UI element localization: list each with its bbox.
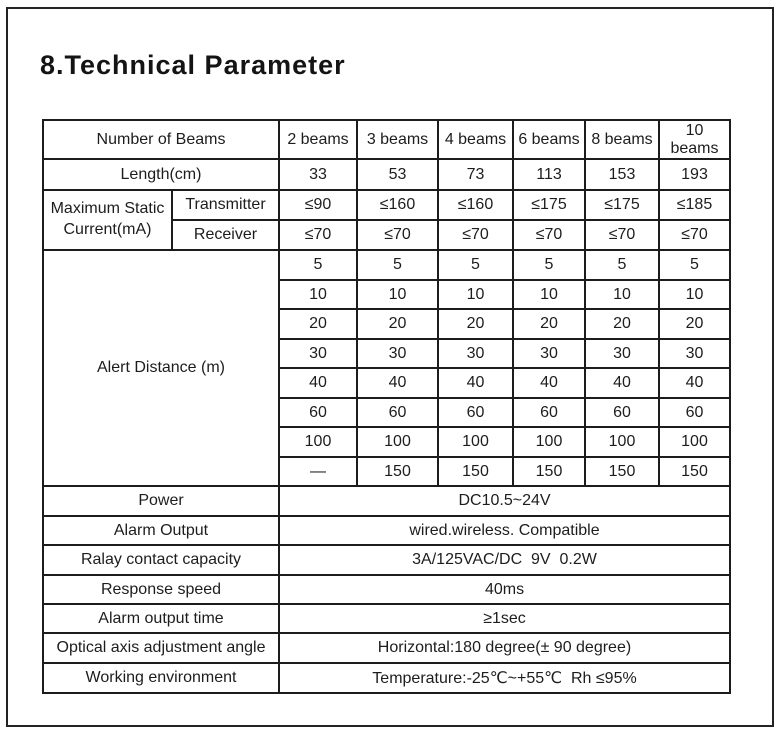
alert-distance-value: 10 [357, 280, 438, 309]
spec-value: Horizontal:180 degree(± 90 degree) [279, 633, 730, 663]
alert-distance-value: 30 [438, 339, 513, 368]
spec-value: wired.wireless. Compatible [279, 516, 730, 545]
alert-distance-value: 100 [279, 427, 357, 457]
spec-value: DC10.5~24V [279, 486, 730, 516]
beam-col-header: 4 beams [438, 120, 513, 159]
transmitter-value: ≤175 [585, 190, 659, 220]
receiver-label: Receiver [172, 220, 279, 250]
length-value: 113 [513, 159, 585, 190]
table-row [43, 159, 730, 190]
receiver-value: ≤70 [513, 220, 585, 250]
table-row [43, 120, 730, 159]
alert-distance-value: 60 [279, 398, 357, 427]
alert-distance-value: 20 [659, 309, 730, 339]
alert-distance-value: 60 [659, 398, 730, 427]
alert-distance-value: 5 [585, 250, 659, 280]
alert-distance-value: 150 [659, 457, 730, 486]
spec-label: Response speed [43, 575, 279, 604]
technical-parameters-table [42, 119, 731, 694]
transmitter-value: ≤90 [279, 190, 357, 220]
alert-distance-value: 40 [659, 368, 730, 398]
spec-value: 3A/125VAC/DC 9V 0.2W [279, 545, 730, 575]
alert-distance-value: 60 [585, 398, 659, 427]
alert-distance-value: 5 [438, 250, 513, 280]
length-label: Length(cm) [43, 159, 279, 190]
alert-distance-value: 20 [585, 309, 659, 339]
alert-distance-value: 60 [438, 398, 513, 427]
alert-distance-value: 5 [659, 250, 730, 280]
alert-distance-value: 10 [513, 280, 585, 309]
spec-label: Ralay contact capacity [43, 545, 279, 575]
table-row [43, 633, 730, 663]
length-value: 33 [279, 159, 357, 190]
spec-value: Temperature:-25℃~+55℃ Rh ≤95% [279, 663, 730, 693]
table-row [43, 190, 730, 220]
transmitter-value: ≤160 [438, 190, 513, 220]
alert-distance-value: 10 [585, 280, 659, 309]
beam-col-header: 6 beams [513, 120, 585, 159]
beam-col-header: 10 beams [659, 120, 730, 159]
spec-label: Power [43, 486, 279, 516]
alert-distance-value: 150 [438, 457, 513, 486]
alert-distance-value: 40 [585, 368, 659, 398]
alert-distance-value: 60 [513, 398, 585, 427]
alert-distance-value: 60 [357, 398, 438, 427]
length-value: 153 [585, 159, 659, 190]
alert-distance-value: 100 [659, 427, 730, 457]
receiver-value: ≤70 [357, 220, 438, 250]
table-row [43, 663, 730, 693]
length-value: 73 [438, 159, 513, 190]
alert-distance-value: 20 [279, 309, 357, 339]
alert-distance-value: — [279, 457, 357, 486]
table-row [43, 545, 730, 575]
alert-distance-value: 5 [357, 250, 438, 280]
alert-distance-value: 40 [279, 368, 357, 398]
alert-distance-value: 30 [585, 339, 659, 368]
alert-distance-value: 100 [357, 427, 438, 457]
table-row [43, 250, 730, 280]
beam-col-header: 3 beams [357, 120, 438, 159]
alert-distance-value: 100 [585, 427, 659, 457]
transmitter-value: ≤185 [659, 190, 730, 220]
alert-distance-label: Alert Distance (m) [43, 250, 279, 486]
receiver-value: ≤70 [659, 220, 730, 250]
alert-distance-value: 150 [585, 457, 659, 486]
alert-distance-value: 20 [357, 309, 438, 339]
length-value: 193 [659, 159, 730, 190]
beam-col-header: 2 beams [279, 120, 357, 159]
page-title: 8.Technical Parameter [40, 50, 346, 80]
static-current-label: Maximum Static Current(mA) [43, 190, 172, 250]
alert-distance-value: 40 [513, 368, 585, 398]
number-of-beams-label: Number of Beams [43, 120, 279, 159]
alert-distance-value: 30 [513, 339, 585, 368]
alert-distance-value: 10 [279, 280, 357, 309]
alert-distance-value: 30 [659, 339, 730, 368]
table-row [43, 516, 730, 545]
spec-label: Alarm output time [43, 604, 279, 633]
alert-distance-value: 10 [659, 280, 730, 309]
spec-label: Working environment [43, 663, 279, 693]
alert-distance-value: 100 [513, 427, 585, 457]
spec-value: 40ms [279, 575, 730, 604]
transmitter-value: ≤175 [513, 190, 585, 220]
table-row [43, 575, 730, 604]
alert-distance-value: 30 [357, 339, 438, 368]
alert-distance-value: 5 [513, 250, 585, 280]
alert-distance-value: 100 [438, 427, 513, 457]
beam-col-header: 8 beams [585, 120, 659, 159]
transmitter-label: Transmitter [172, 190, 279, 220]
alert-distance-value: 150 [513, 457, 585, 486]
alert-distance-value: 5 [279, 250, 357, 280]
alert-distance-value: 30 [279, 339, 357, 368]
spec-value: ≥1sec [279, 604, 730, 633]
spec-label: Optical axis adjustment angle [43, 633, 279, 663]
length-value: 53 [357, 159, 438, 190]
receiver-value: ≤70 [279, 220, 357, 250]
alert-distance-value: 150 [357, 457, 438, 486]
receiver-value: ≤70 [585, 220, 659, 250]
alert-distance-value: 10 [438, 280, 513, 309]
table-row [43, 486, 730, 516]
receiver-value: ≤70 [438, 220, 513, 250]
alert-distance-value: 40 [438, 368, 513, 398]
spec-label: Alarm Output [43, 516, 279, 545]
alert-distance-value: 40 [357, 368, 438, 398]
alert-distance-value: 20 [513, 309, 585, 339]
alert-distance-value: 20 [438, 309, 513, 339]
transmitter-value: ≤160 [357, 190, 438, 220]
table-row [43, 604, 730, 633]
